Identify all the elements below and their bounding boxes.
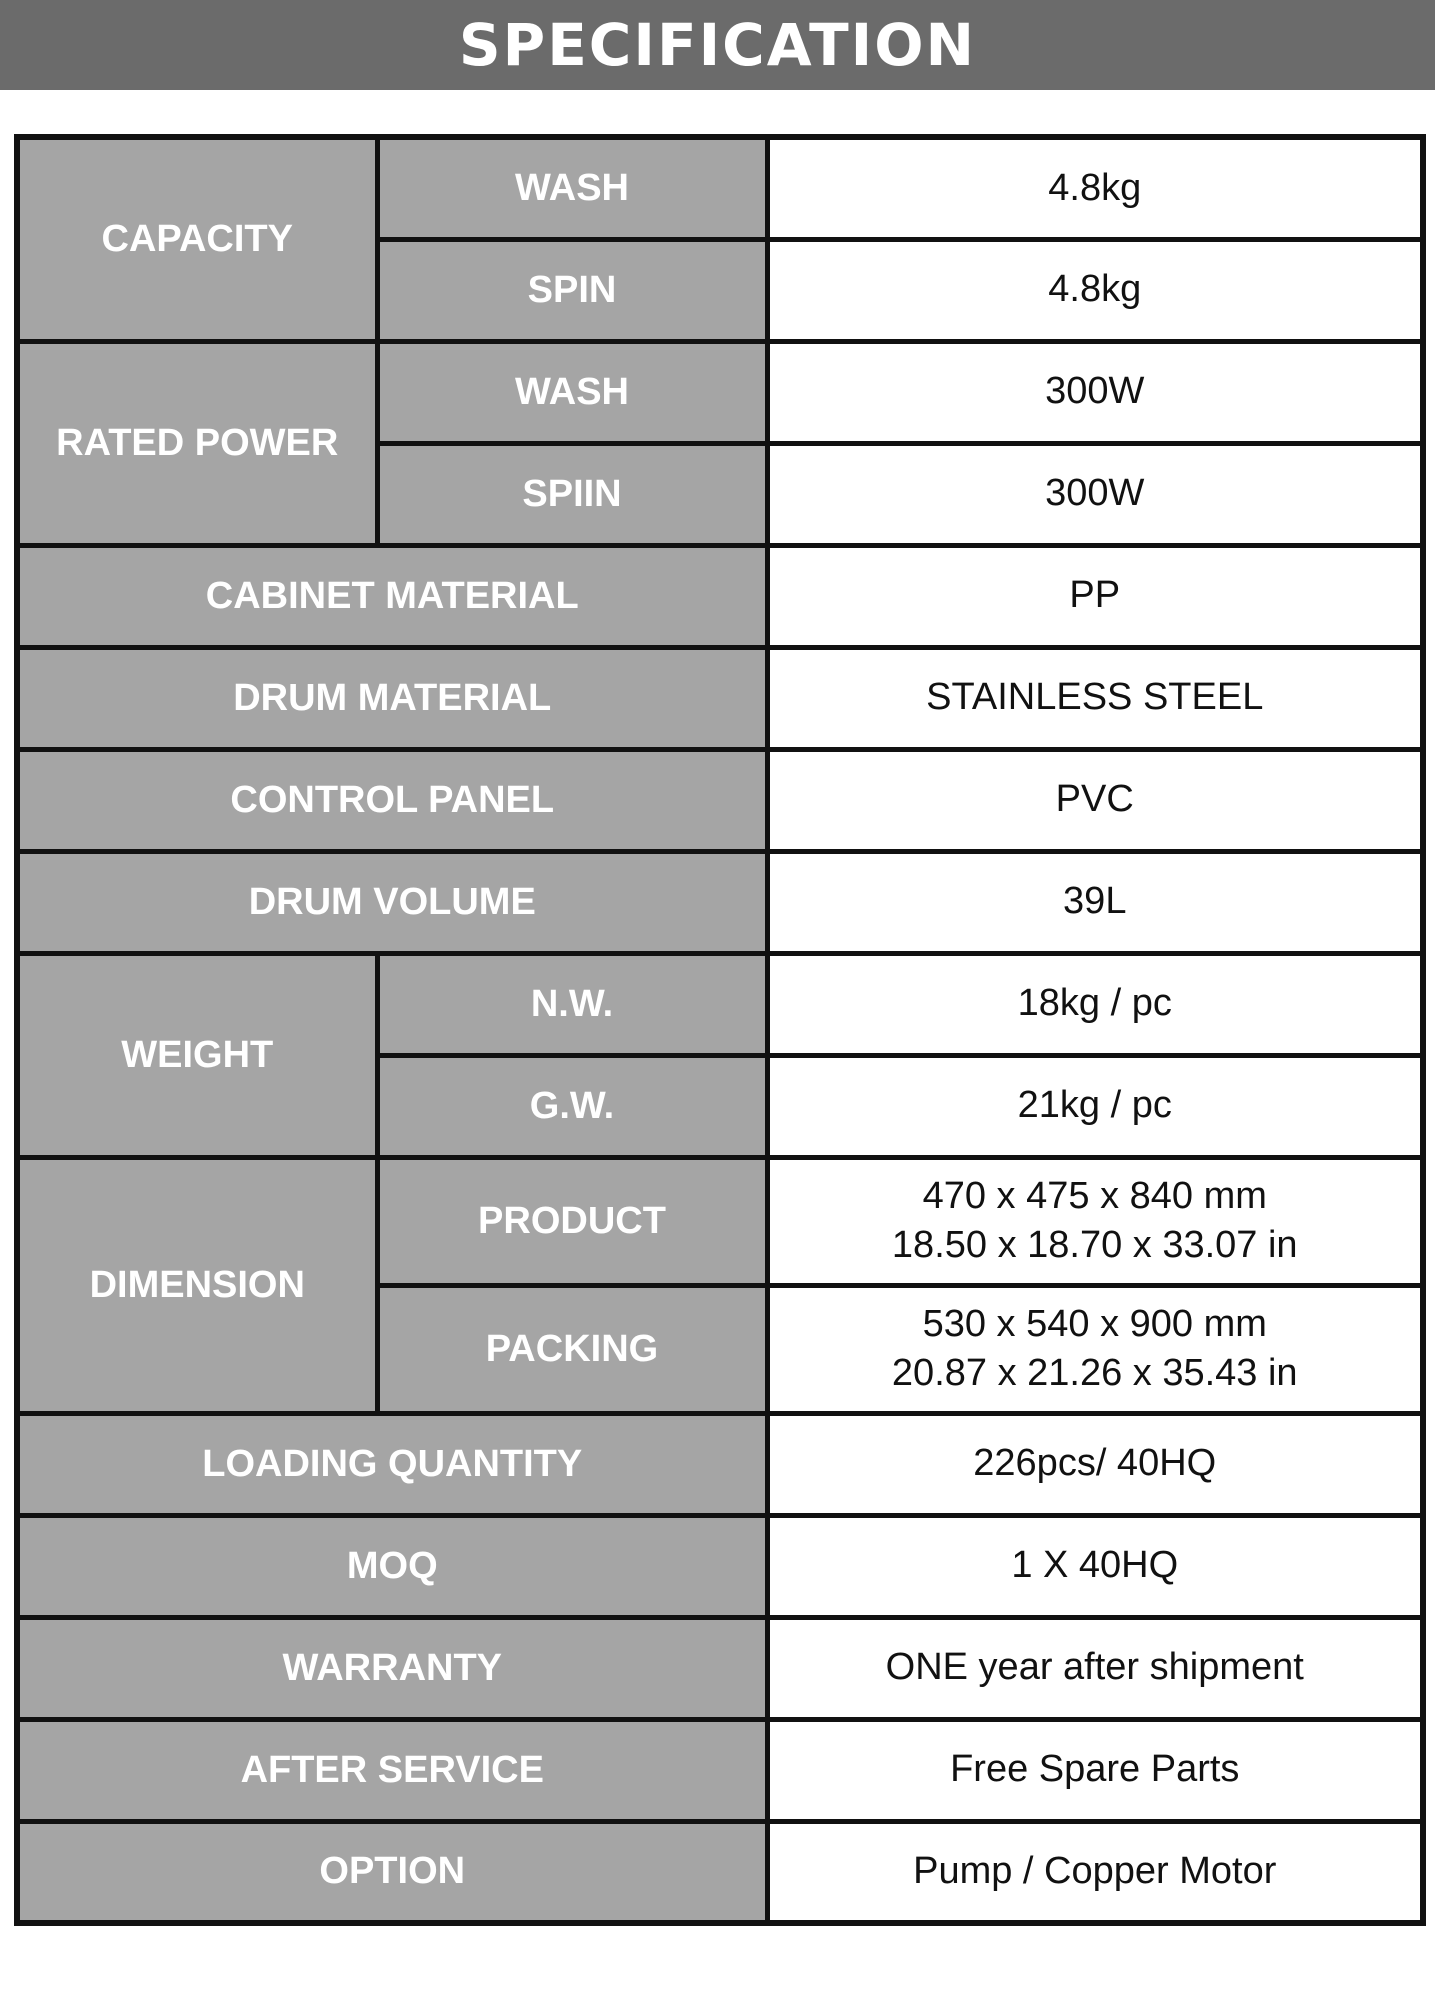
table-row	[17, 851, 1423, 953]
weight-gw-label: G.W.	[377, 1055, 767, 1157]
weight-nw-value: 18kg / pc	[767, 953, 1423, 1055]
dimension-packing-label: PACKING	[377, 1285, 767, 1413]
table-row	[17, 1617, 1423, 1719]
drum-material-label: DRUM MATERIAL	[17, 647, 767, 749]
rated-power-wash-label: WASH	[377, 341, 767, 443]
control-panel-value: PVC	[767, 749, 1423, 851]
table-row	[17, 1515, 1423, 1617]
option-value: Pump / Copper Motor	[767, 1821, 1423, 1923]
cabinet-material-value: PP	[767, 545, 1423, 647]
dimension-product-label: PRODUCT	[377, 1157, 767, 1285]
drum-volume-label: DRUM VOLUME	[17, 851, 767, 953]
table-row	[17, 1413, 1423, 1515]
control-panel-label: CONTROL PANEL	[17, 749, 767, 851]
rated-power-spin-label: SPIIN	[377, 443, 767, 545]
table-row	[17, 749, 1423, 851]
loading-quantity-value: 226pcs/ 40HQ	[767, 1413, 1423, 1515]
table-row	[17, 545, 1423, 647]
rated-power-label: RATED POWER	[17, 341, 377, 545]
dimension-packing-mm: 530 x 540 x 900 mm	[922, 1302, 1267, 1345]
table-row	[17, 1157, 1423, 1285]
warranty-value: ONE year after shipment	[767, 1617, 1423, 1719]
dimension-product-mm: 470 x 475 x 840 mm	[922, 1174, 1267, 1217]
dimension-product-value	[767, 1157, 1423, 1285]
weight-nw-label: N.W.	[377, 953, 767, 1055]
weight-gw-value: 21kg / pc	[767, 1055, 1423, 1157]
rated-power-wash-value: 300W	[767, 341, 1423, 443]
specification-table	[14, 134, 1426, 1926]
table-row	[17, 953, 1423, 1055]
capacity-label: CAPACITY	[17, 137, 377, 341]
after-service-value: Free Spare Parts	[767, 1719, 1423, 1821]
capacity-wash-value: 4.8kg	[767, 137, 1423, 239]
option-label: OPTION	[17, 1821, 767, 1923]
capacity-spin-value: 4.8kg	[767, 239, 1423, 341]
drum-material-value: STAINLESS STEEL	[767, 647, 1423, 749]
moq-label: MOQ	[17, 1515, 767, 1617]
dimension-label: DIMENSION	[17, 1157, 377, 1413]
drum-volume-value: 39L	[767, 851, 1423, 953]
table-row	[17, 341, 1423, 443]
table-row	[17, 1821, 1423, 1923]
capacity-wash-label: WASH	[377, 137, 767, 239]
moq-value: 1 X 40HQ	[767, 1515, 1423, 1617]
table-row	[17, 1719, 1423, 1821]
cabinet-material-label: CABINET MATERIAL	[17, 545, 767, 647]
dimension-product-in: 18.50 x 18.70 x 33.07 in	[891, 1224, 1298, 1266]
dimension-packing-value	[767, 1285, 1423, 1413]
table-row	[17, 647, 1423, 749]
weight-label: WEIGHT	[17, 953, 377, 1157]
dimension-packing-in: 20.87 x 21.26 x 35.43 in	[891, 1352, 1298, 1394]
after-service-label: AFTER SERVICE	[17, 1719, 767, 1821]
loading-quantity-label: LOADING QUANTITY	[17, 1413, 767, 1515]
page-title: SPECIFICATION	[0, 0, 1435, 90]
warranty-label: WARRANTY	[17, 1617, 767, 1719]
table-row	[17, 137, 1423, 239]
capacity-spin-label: SPIN	[377, 239, 767, 341]
rated-power-spin-value: 300W	[767, 443, 1423, 545]
